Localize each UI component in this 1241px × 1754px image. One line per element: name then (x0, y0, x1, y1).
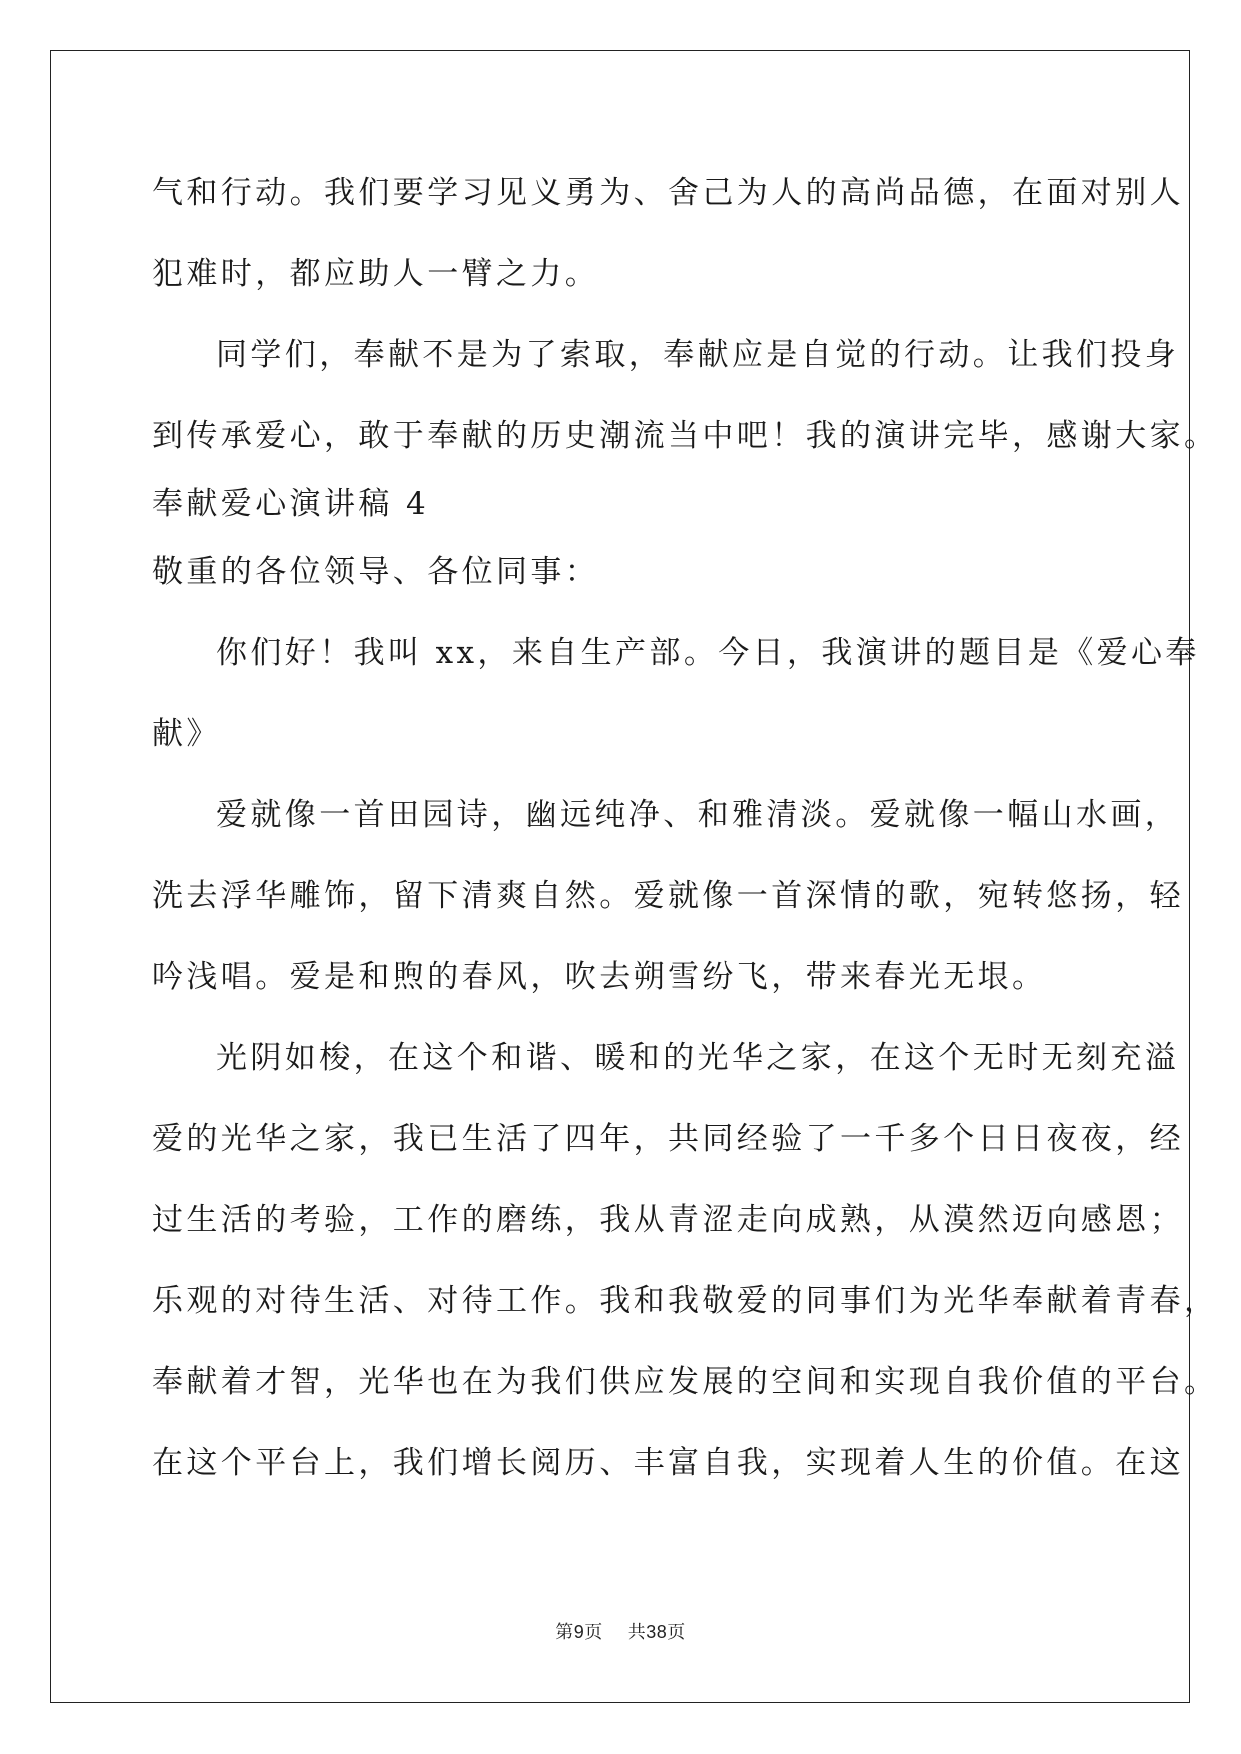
body-text-line: 吟浅唱。爱是和煦的春风，吹去朔雪纷飞，带来春光无垠。 (152, 959, 1047, 995)
body-text-line: 犯难时，都应助人一臂之力。 (152, 256, 600, 292)
body-text-line: 同学们，奉献不是为了索取，奉献应是自觉的行动。让我们投身 (216, 337, 1180, 373)
page-footer (0, 1618, 1241, 1644)
body-text-line: 过生活的考验，工作的磨练，我从青涩走向成熟，从漠然迈向感恩； (152, 1202, 1184, 1238)
total-prefix: 共 (627, 1622, 647, 1643)
body-text-line: 在这个平台上，我们增长阅历、丰富自我，实现着人生的价值。在这 (152, 1445, 1184, 1481)
body-text-line: 气和行动。我们要学习见义勇为、舍己为人的高尚品德，在面对别人 (152, 175, 1184, 211)
body-text-line: 献》 (152, 716, 221, 752)
page-suffix: 页 (584, 1622, 603, 1643)
body-text-line: 到传承爱心，敢于奉献的历史潮流当中吧！我的演讲完毕，感谢大家。 (152, 418, 1219, 454)
document-body (152, 158, 1219, 1509)
body-text-line: 乐观的对待生活、对待工作。我和我敬爱的同事们为光华奉献着青春， (152, 1283, 1219, 1319)
salutation: 敬重的各位领导、各位同事： (152, 554, 600, 590)
body-text-line: 爱的光华之家，我已生活了四年，共同经验了一千多个日日夜夜，经 (152, 1121, 1184, 1157)
body-text-line: 光阴如梭，在这个和谐、暖和的光华之家，在这个无时无刻充溢 (216, 1040, 1180, 1076)
total-suffix: 页 (667, 1622, 686, 1643)
total-pages: 38 (646, 1622, 668, 1642)
section-heading: 奉献爱心演讲稿 4 (152, 486, 430, 522)
body-text-line: 奉献着才智，光华也在为我们供应发展的空间和实现自我价值的平台。 (152, 1364, 1219, 1400)
page-prefix: 第 (555, 1622, 574, 1643)
body-text-line: 洗去浮华雕饰，留下清爽自然。爱就像一首深情的歌，宛转悠扬，轻 (152, 878, 1184, 914)
body-text-line: 你们好！我叫 xx，来自生产部。今日，我演讲的题目是《爱心奉 (216, 635, 1200, 671)
body-text-line: 爱就像一首田园诗，幽远纯净、和雅清淡。爱就像一幅山水画， (216, 797, 1180, 833)
page-number: 9 (573, 1622, 585, 1642)
